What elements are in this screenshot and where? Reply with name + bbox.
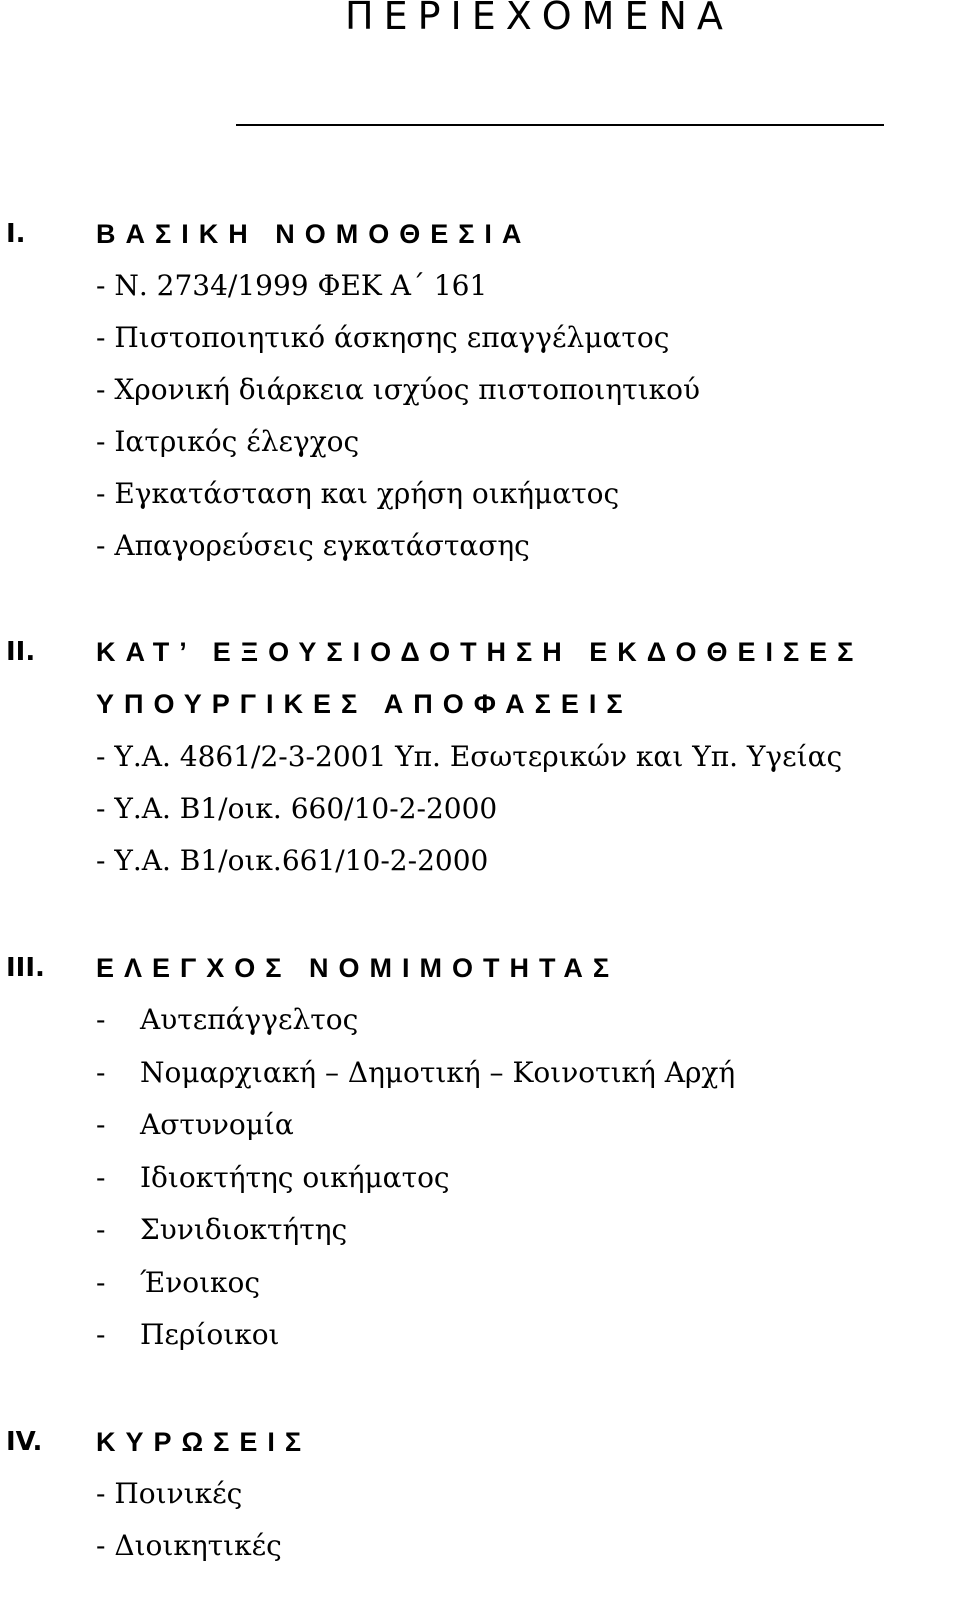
section-1-item-2: - Πιστοποιητικό άσκησης επαγγέλματος — [96, 321, 670, 354]
section-1-item-6: - Απαγορεύσεις εγκατάστασης — [96, 529, 530, 562]
section-heading-3: ΕΛΕΓΧΟΣ ΝΟΜΙΜΟΤΗΤΑΣ — [96, 953, 620, 983]
list-dash: - — [96, 1056, 106, 1089]
list-dash: - — [96, 1266, 106, 1299]
section-4-item-2: - Διοικητικές — [96, 1529, 282, 1562]
section-3-item-3 — [96, 1109, 294, 1141]
section-3-item-4-text: Ιδιοκτήτης οικήματος — [140, 1161, 450, 1194]
section-2-item-3: - Υ.Α. Β1/οικ.661/10-2-2000 — [96, 844, 489, 877]
section-3-item-1 — [96, 1004, 358, 1036]
title-underline — [236, 124, 884, 126]
section-1-item-1: - Ν. 2734/1999 ΦΕΚ Α΄ 161 — [96, 269, 488, 302]
section-2-item-2: - Υ.Α. Β1/οικ. 660/10-2-2000 — [96, 792, 498, 825]
section-4-item-1: - Ποινικές — [96, 1477, 243, 1510]
list-dash: - — [96, 1213, 106, 1246]
list-dash: - — [96, 1108, 106, 1141]
section-1-item-4: - Ιατρικός έλεγχος — [96, 425, 360, 458]
section-heading-2-line-1: ΚΑΤ’ ΕΞΟΥΣΙΟΔΟΤΗΣΗ ΕΚΔΟΘΕΙΣΕΣ — [96, 637, 864, 667]
section-3-item-2-text: Νομαρχιακή – Δημοτική – Κοινοτική Αρχή — [140, 1056, 736, 1089]
section-1-item-3: - Χρονική διάρκεια ισχύος πιστοποιητικού — [96, 373, 701, 406]
section-2-item-1: - Υ.Α. 4861/2-3-2001 Υπ. Εσωτερικών και Υπ. Υγείας — [96, 740, 843, 773]
list-dash: - — [96, 1003, 106, 1036]
section-3-item-7-text: Περίοικοι — [140, 1318, 280, 1351]
section-3-item-3-text: Αστυνομία — [140, 1108, 294, 1141]
section-numeral-1: I. — [6, 219, 26, 249]
section-3-item-6-text: Ένοικος — [140, 1266, 261, 1299]
section-3-item-1-text: Αυτεπάγγελτος — [140, 1003, 359, 1036]
section-1-item-5: - Εγκατάσταση και χρήση οικήματος — [96, 477, 620, 510]
section-3-item-5 — [96, 1214, 347, 1246]
section-heading-1: ΒΑΣΙΚΗ ΝΟΜΟΘΕΣΙΑ — [96, 219, 532, 249]
section-3-item-5-text: Συνιδιοκτήτης — [140, 1213, 348, 1246]
section-numeral-2: II. — [6, 637, 36, 667]
section-heading-2-line-2: ΥΠΟΥΡΓΙΚΕΣ ΑΠΟΦΑΣΕΙΣ — [96, 689, 633, 719]
section-3-item-7 — [96, 1319, 280, 1351]
section-numeral-4: IV. — [6, 1427, 43, 1457]
section-heading-4: ΚΥΡΩΣΕΙΣ — [96, 1427, 312, 1457]
section-3-item-2 — [96, 1057, 735, 1089]
list-dash: - — [96, 1161, 106, 1194]
section-3-item-4 — [96, 1162, 450, 1194]
section-3-item-6 — [96, 1267, 260, 1299]
section-numeral-3: III. — [6, 953, 45, 983]
list-dash: - — [96, 1318, 106, 1351]
page-title: ΠΕΡΙΕΧΟΜΕΝΑ — [345, 0, 733, 38]
